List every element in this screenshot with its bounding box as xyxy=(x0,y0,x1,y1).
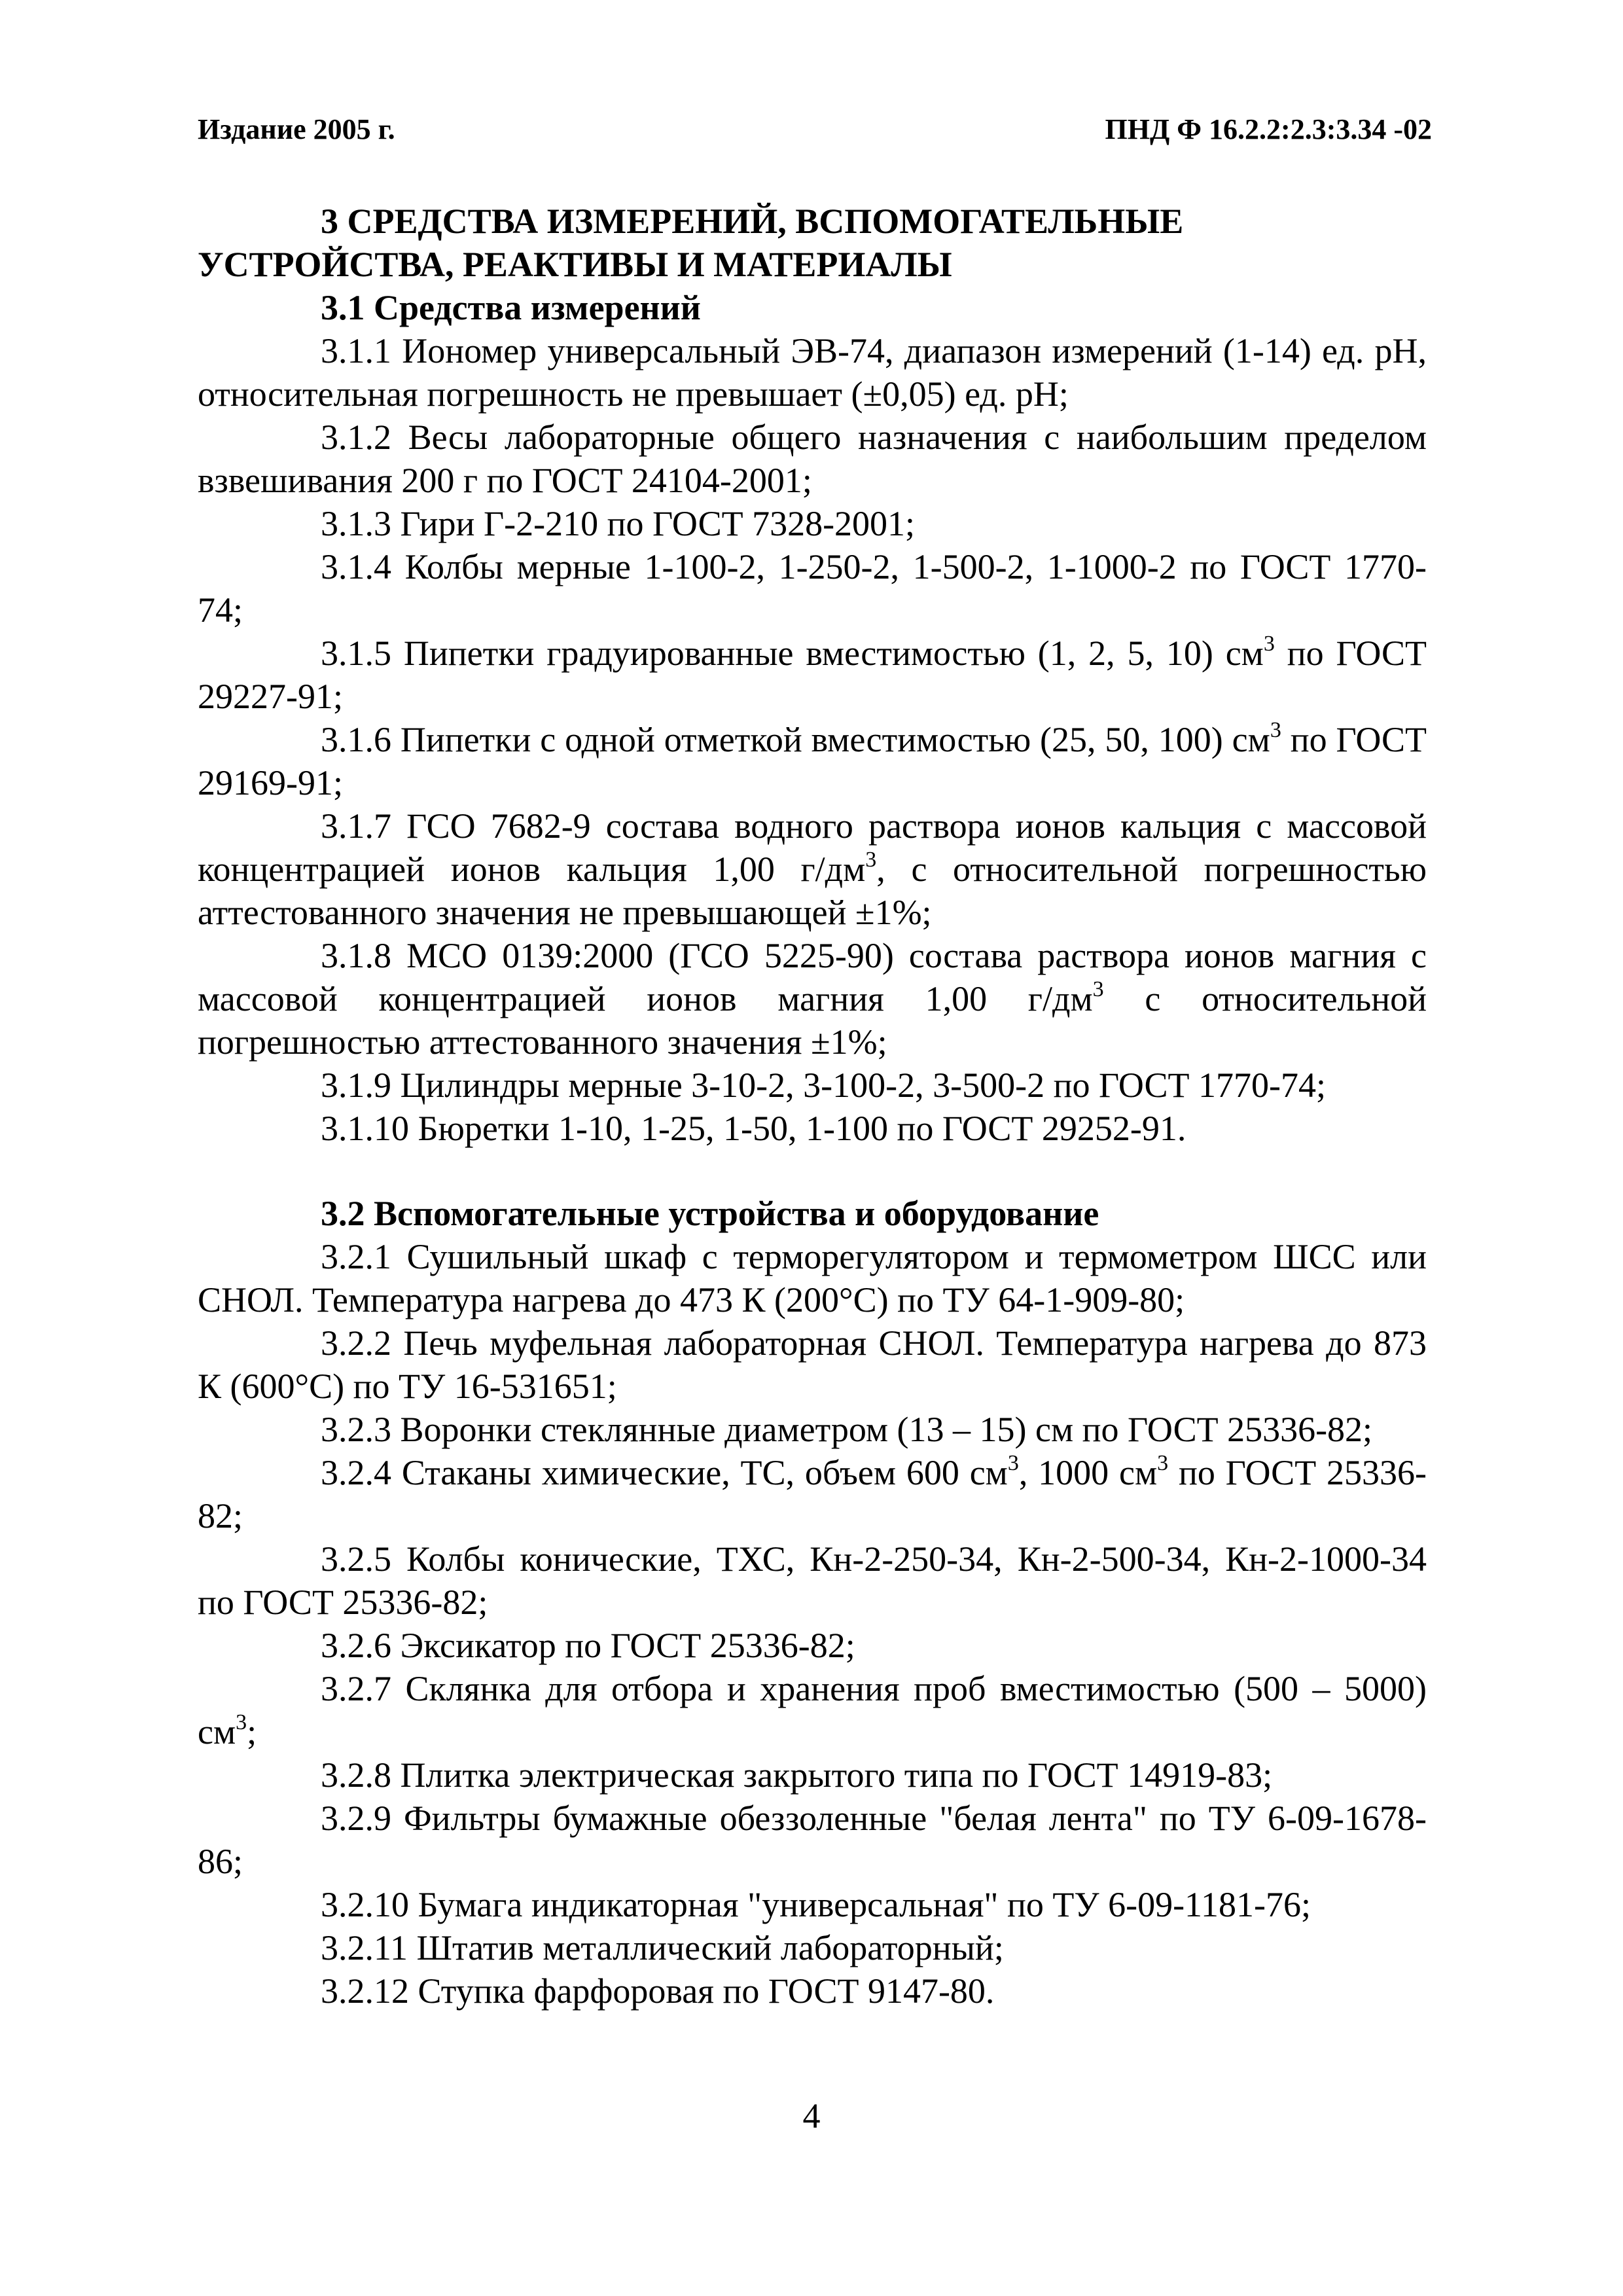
list-item: 3.1.4 Колбы мерные 1-100-2, 1-250-2, 1-500-2, 1-1000-2 по ГОСТ 1770-74; xyxy=(198,547,1427,630)
list-item: 3.2.12 Ступка фарфоровая по ГОСТ 9147-80. xyxy=(321,1971,995,2011)
measurement-instruments-list xyxy=(198,329,1427,1150)
section-title-line-1: 3 СРЕДСТВА ИЗМЕРЕНИЙ, ВСПОМОГАТЕЛЬНЫЕ xyxy=(321,202,1184,241)
list-item: 3.2.5 Колбы конические, ТХС, Кн-2-250-34, Кн-2-500-34, Кн-2-1000-34 по ГОСТ 25336-82; xyxy=(198,1539,1427,1622)
list-item: 3.1.7 ГСО 7682-9 состава водного раствора ионов кальция с массовой концентрацией ионов кальция 1,00 $г/дм^3$, с относительной погрешностью аттестованного значения не превышающей ±1%; xyxy=(198,806,1427,932)
list-item: 3.1.3 Гири Г-2-210 по ГОСТ 7328-2001; xyxy=(321,504,916,543)
list-item: 3.2.4 Стаканы химические, ТС, объем 600 $см^3$, 1000 $см^3$ по ГОСТ 25336-82; xyxy=(198,1451,1427,1535)
list-item: 3.2.1 Сушильный шкаф с терморегулятором и термометром ШСС или СНОЛ. Температура нагрева до 473 К (200°С) по ТУ 64-1-909-80; xyxy=(198,1237,1427,1319)
list-item: 3.2.11 Штатив металлический лабораторный; xyxy=(321,1928,1004,1967)
list-item: 3.1.1 Иономер универсальный ЭВ-74, диапазон измерений (1-14) ед. pH, относительная погрешность не превышает (±0,05) ед. pH; xyxy=(198,331,1427,414)
list-item: 3.2.3 Воронки стеклянные диаметром (13 – 15) см по ГОСТ 25336-82; xyxy=(321,1410,1373,1449)
auxiliary-equipment-list xyxy=(198,1235,1427,2013)
list-item: 3.1.6 Пипетки с одной отметкой вместимостью (25, 50, 100) $см^3$ по ГОСТ 29169-91; xyxy=(198,718,1427,802)
edition-label: Издание 2005 г. xyxy=(198,113,395,145)
list-item: 3.2.9 Фильтры бумажные обеззоленные "белая лента" по ТУ 6-09-1678-86; xyxy=(198,1799,1427,1881)
list-item: 3.1.9 Цилиндры мерные 3-10-2, 3-100-2, 3-500-2 по ГОСТ 1770-74; xyxy=(321,1066,1326,1105)
list-item: 3.1.8 МСО 0139:2000 (ГСО 5225-90) состава раствора ионов магния с массовой концентрацией ионов магния 1,00 $г/дм^3$ с относительной погрешностью аттестованного значения ±1%; xyxy=(198,936,1427,1062)
subsection-heading-3-2: 3.2 Вспомогательные устройства и оборудование xyxy=(321,1194,1099,1233)
subsection-heading-3-1: 3.1 Средства измерений xyxy=(321,288,701,327)
section-title-line-2: УСТРОЙСТВА, РЕАКТИВЫ И МАТЕРИАЛЫ xyxy=(198,245,952,284)
list-item: 3.1.2 Весы лабораторные общего назначения с наибольшим пределом взвешивания 200 г по ГОСТ 24104-2001; xyxy=(198,418,1427,500)
list-item: 3.2.10 Бумага индикаторная "универсальная" по ТУ 6-09-1181-76; xyxy=(321,1885,1311,1924)
page-number: 4 xyxy=(802,2096,821,2136)
list-item: 3.1.10 Бюретки 1-10, 1-25, 1-50, 1-100 по ГОСТ 29252-91. xyxy=(321,1109,1186,1148)
list-item: 3.2.2 Печь муфельная лабораторная СНОЛ. Температура нагрева до 873 К (600°С) по ТУ 16-531651; xyxy=(198,1323,1427,1406)
list-item: 3.2.7 Склянка для отбора и хранения проб вместимостью (500 – 5000) $см^3$; xyxy=(198,1669,1427,1751)
list-item: 3.2.8 Плитка электрическая закрытого типа по ГОСТ 14919-83; xyxy=(321,1755,1273,1795)
page-body xyxy=(198,200,1427,2013)
list-item: 3.2.6 Эксикатор по ГОСТ 25336-82; xyxy=(321,1626,855,1665)
section-spacer xyxy=(198,1150,1427,1192)
list-item: 3.1.5 Пипетки градуированные вместимостью (1, 2, 5, 10) $см^3$ по ГОСТ 29227-91; xyxy=(198,632,1427,716)
document-code: ПНД Ф 16.2.2:2.3:3.34 -02 xyxy=(1105,113,1432,145)
